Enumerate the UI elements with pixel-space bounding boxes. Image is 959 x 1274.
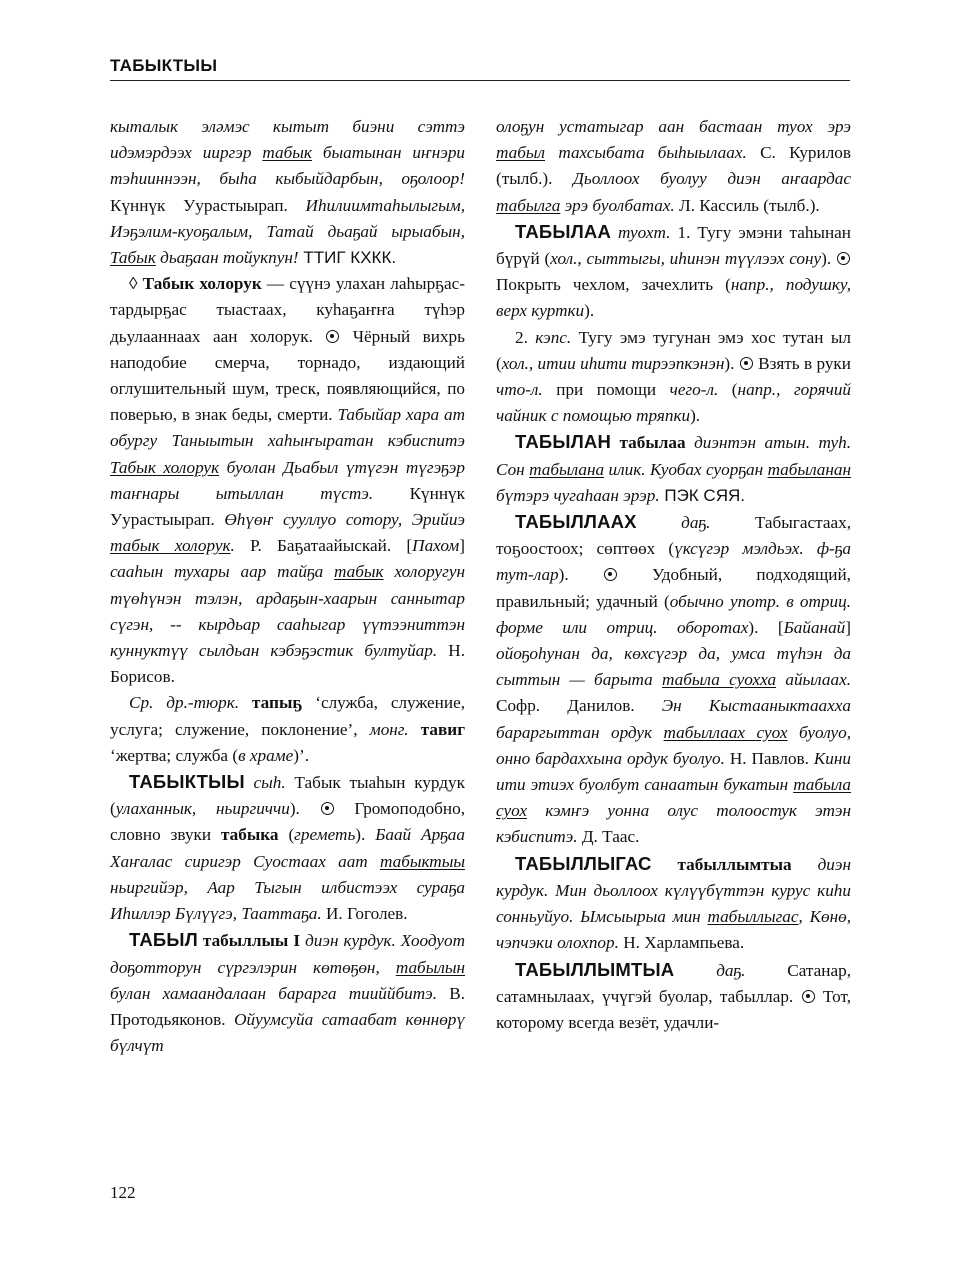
page-number: 122 xyxy=(110,1183,136,1202)
entry-tabylan: ТАБЫЛАН табылаа диэнтэн атын. туһ. Сон табылана илик. Куобах суорҕан табыланан бүтэрэ чугаһаан эрэр. ПЭК СЯЯ. xyxy=(496,431,852,505)
left-column xyxy=(110,114,465,1059)
entry-tabyllaakh: ТАБЫЛЛААХ даҕ. Табыгастаах, тоҕоостоох; сөптөөх (үксүгэр мэлдьэх. ф-ҕа тут-лар). Удобный, подходящий, правильный; удачный (обычно употр. в отриц. форме или отриц. оборотах). [Байанай] ойоҕоһунан да, көхсүгэр да, умса түһэн да сыттын — барыта табыла суохха айылаах. Софр. Данилов. Эн Кыстааныктааххa бараргыттан ордук табыллаах суох буолуо, онно бардаххына ордук буолуо. Н. Павлов. Кини ити этиэх буолбут санаатын букатын табыла суох кэмҥэ уонна олус толоостук этэн кэбиспитэ. Д. Таас. xyxy=(496,511,852,847)
translation-marker-icon xyxy=(740,357,753,370)
headword: ТАБЫЛЛААХ xyxy=(515,511,637,533)
translation-marker-icon xyxy=(604,568,617,581)
headword: ТАБЫЛАН xyxy=(515,431,612,453)
header-rule xyxy=(110,80,850,81)
entry-continuation: кыталык эләмэс кытыт биэни сэттэ идэмэрдээх ииргэр табык быатынан иҥнэри тэһииннээн, быһа кыбыйдарбын, оҕолоор! Күннүк Уурастыырап. Иһилиимтаһылыгым, Иэҕэлим-куоҕалым, Татай дьаҕай ырыабын, Табык дьаҕаан тойукпун! ТТИГ КХКК. xyxy=(110,117,466,268)
phrase-entry-tabyk-kholoruk: ◊ Табык холорук — сүүнэ улахан лаһырҕас-тардырҕас тыастаах, куһаҕаҥҥа түһэр дьулааннаах аан холорук. Чёрный вихрь наподобие смерча, торнадо, издающий оглушительный шум, треск, появляющийся, по поверью, в знак беды, смерти. Табыйар хара ат обургу Таныытын хаһыҥыратан кэбиспитэ Табык холорук буолан Дьабыл үтүгэн түгэҕэр таҥнары ытыллан түстэ. Күннүк Уурастыырап. Өһүөҥ сууллуо сотору, Эрийиэ табык холорук. Р. Баҕатаайыскай. [Пахом] сааһын тухары аар тайҕа табык холоругун түөһүнэн тэлэн, ардаҕын-хаарын саннытар сүгэн, -- кырдьар сааһыгар үүтээниттэн куннуктүү сылдьан кэбэҕэстик бултуйар. Н. Борисов. xyxy=(110,274,466,687)
entry-tabylaa: ТАБЫЛАА туохт. 1. Тугу эмэни таһынан бүрүй (хол., сыттыгы, иһинэн түүлээх сону). Покрыть чехлом, зачехлить (напр., подушку, верх куртки). xyxy=(496,220,851,321)
entry-tabyktyy: ТАБЫКТЫЫ сыһ. Табык тыаһын курдук (улаханнык, ньиргиччи). Громоподобно, словно звуки табыка (греметь). Баай Арҕаа Хаҥалас сиригэр Суостаах аат табыктыы ньиргийэр, Аар Тыгын илбистээх сураҕа Иһиллэр Бүлүүгэ, Тааттаҕа. И. Гоголев. xyxy=(110,771,465,924)
running-header: ТАБЫКТЫЫ xyxy=(110,56,218,75)
entry-tabylaa-sense-2: 2. кэпс. Тугу эмэ тугунан эмэ хос тутан ыл (хол., итии иһити тирээпкэнэн). Взять в руки что-л. при помощи чего-л. (напр., горячий чайник с помощью тряпки). xyxy=(496,327,852,426)
translation-marker-icon xyxy=(326,330,339,343)
entry-tabyllygas: ТАБЫЛЛЫГАС табыллымтыа диэн курдук. Мин дьоллоох күлүүбүттэн курус киһи сонньуйуо. Ымсыырыа мин табыллыгас, Көнө, чэпчэки олохпор. Н. Харлампьева. xyxy=(496,852,851,953)
headword: ТАБЫЛАА xyxy=(515,220,612,242)
headword: ТАБЫКТЫЫ xyxy=(129,771,245,793)
headword: ТАБЫЛЛЫМТЫА xyxy=(515,958,675,980)
entry-tabyl: ТАБЫЛ табыллыы I диэн курдук. Хоодуот доҕотторун сүргэлэрин көтөҕөн, табылын булан хамаандалаан бараргa тииййбитэ. В. Протодьяконов. Ойуумсуйа сатаабат көннөрү бүлчүт xyxy=(110,929,466,1056)
translation-marker-icon xyxy=(802,990,815,1003)
entry-continuation: олоҕун устатыгар аан бастаан туох эрэ табыл тахсыбата быһыылаах. С. Курилов (тылб.). Дьоллоох буолуу диэн аҥаардас табылга эрэ буолбатах. Л. Кассиль (тылб.). xyxy=(496,117,852,215)
headword: ТАБЫЛЛЫГАС xyxy=(515,852,652,874)
headword: ТАБЫЛ xyxy=(129,929,198,951)
etymology-note: Ср. др.-тюрк. тапыҕ ‘служба, служение, услуга; служение, поклонение’, монг. тавиг ‘жертва; служба (в храме)’. xyxy=(110,693,466,765)
entry-tabyllymtya: ТАБЫЛЛЫМТЫА даҕ. Сатанар, сатамнылаах, үчүгэй буолар, табыллар. Тот, которому всегда везёт, удачли- xyxy=(496,958,851,1032)
translation-marker-icon xyxy=(321,802,334,815)
phrase-term: Табык холорук xyxy=(142,274,262,294)
right-column xyxy=(496,114,851,1036)
translation-marker-icon xyxy=(837,252,850,265)
